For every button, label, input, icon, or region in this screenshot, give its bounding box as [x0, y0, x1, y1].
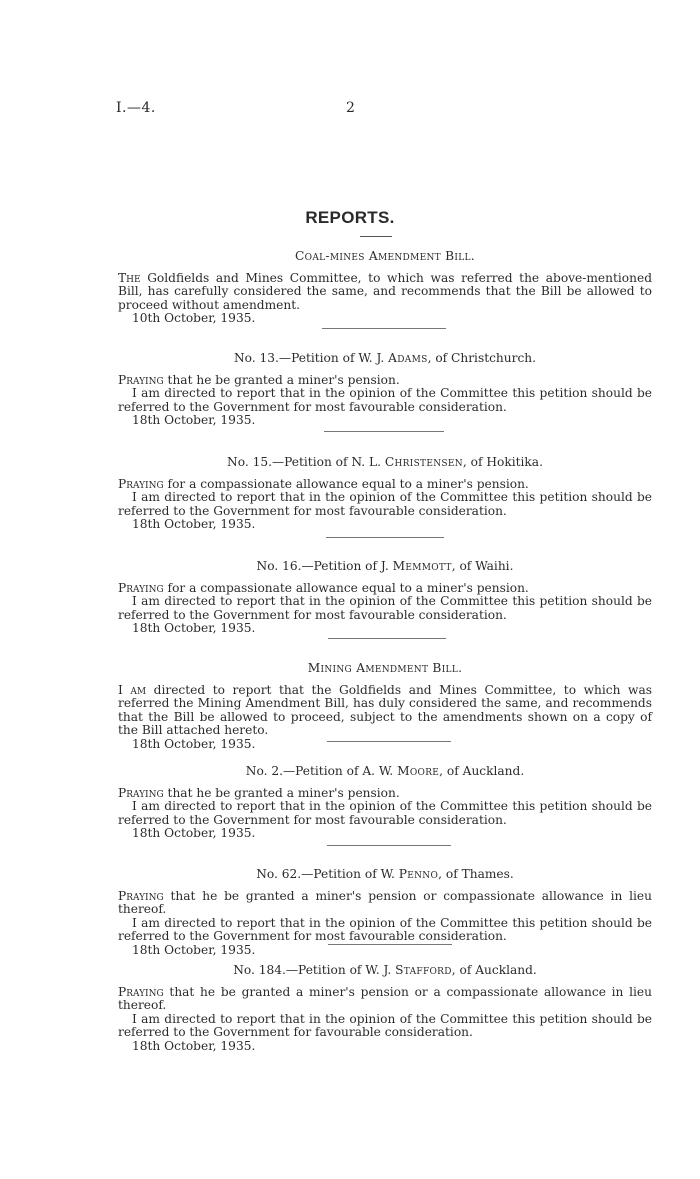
petition-heading: No. 184.—Petition of W. J. Stafford, of Auckland. [233, 963, 537, 977]
report-date: 18th October, 1935. [132, 942, 256, 957]
prayer-line: Praying that he be granted a miner's pension. [118, 372, 400, 387]
report-paragraph: I am directed to report that in the opinion of the Committee this petition should be referred to the Government for most favourable consideration. [118, 594, 652, 622]
petitioner-name: Memmott [392, 559, 452, 573]
section-divider [327, 741, 451, 742]
petition-15 [118, 456, 652, 532]
prayer-line: Praying for a compassionate allowance equal to a miner's pension. [118, 580, 529, 595]
report-paragraph: I am directed to report that in the opinion of the Committee this petition should be referred to the Government for most favourable consideration. [118, 490, 652, 518]
petition-2 [118, 765, 652, 841]
lead-word: Praying [118, 984, 164, 999]
page-reference: I.—4. [116, 100, 156, 116]
report-paragraph [118, 684, 652, 738]
petitioner-name: Adams [388, 351, 428, 365]
report-date: 18th October, 1935. [132, 1038, 256, 1053]
report-body: Goldfields and Mines Committee, to which was referred the above-mentioned Bill, has carefully considered the same, and recommends that the Bill be allowed to proceed without amendment. [118, 270, 652, 312]
report-coal-mines-bill [118, 250, 652, 326]
report-date: 18th October, 1935. [132, 621, 256, 636]
section-divider [328, 638, 446, 639]
prayer-line: Praying for a compassionate allowance equal to a miner's pension. [118, 476, 529, 491]
lead-word: Praying [118, 785, 164, 800]
report-date: 18th October, 1935. [132, 517, 256, 532]
report-date: 10th October, 1935. [132, 311, 256, 326]
report-paragraph: I am directed to report that in the opinion of the Committee this petition should be referred to the Government for favourable consideration. [118, 1011, 652, 1040]
page-title: REPORTS. [305, 208, 395, 227]
report-paragraph: I am directed to report that in the opinion of the Committee this petition should be referred to the Government for most favourable consideration. [118, 799, 652, 827]
section-heading: Mining Amendment Bill. [307, 661, 463, 675]
page-number: 2 [346, 100, 355, 116]
report-mining-bill [118, 662, 652, 752]
petition-heading: No. 13.—Petition of W. J. Adams, of Christchurch. [233, 351, 536, 365]
petition-184 [118, 964, 652, 1054]
petitioner-name: Christensen [384, 455, 463, 469]
section-divider [328, 944, 452, 945]
report-date: 18th October, 1935. [132, 736, 256, 751]
lead-word: Praying [118, 888, 164, 903]
petitioner-name: Stafford [395, 963, 452, 977]
lead-word: Praying [118, 372, 164, 387]
report-paragraph: I am directed to report that in the opinion of the Committee this petition should be referred to the Government for most favourable consideration. [118, 915, 652, 944]
prayer-line: Praying that he be granted a miner's pension or compassionate allowance in lieu thereof. [118, 888, 652, 917]
section-divider [322, 328, 446, 329]
lead-word: I am [118, 682, 147, 697]
report-date: 18th October, 1935. [132, 413, 256, 428]
petition-heading: No. 15.—Petition of N. L. Christensen, of Hokitika. [227, 455, 543, 469]
report-body: directed to report that the Goldfields and Mines Committee, to which was referred the Mining Amendment Bill, has duly considered the same, and recommends that the Bill be allowed to proceed, subject to the amendments shown on a copy of the Bill attached hereto. [118, 682, 652, 738]
petitioner-name: Moore [397, 764, 440, 778]
prayer-line: Praying that he be granted a miner's pension. [118, 785, 400, 800]
petition-heading: No. 2.—Petition of A. W. Moore, of Auckland. [245, 764, 525, 778]
petition-13 [118, 352, 652, 428]
title-divider [360, 236, 392, 237]
petitioner-name: Penno [398, 867, 439, 881]
lead-word: Praying [118, 476, 164, 491]
report-paragraph: I am directed to report that in the opinion of the Committee this petition should be referred to the Government for most favourable consideration. [118, 386, 652, 414]
report-date: 18th October, 1935. [132, 826, 256, 841]
lead-word: The [118, 270, 141, 285]
report-paragraph [118, 272, 652, 313]
petition-16 [118, 560, 652, 636]
petition-heading: No. 62.—Petition of W. Penno, of Thames. [256, 867, 514, 881]
petition-heading: No. 16.—Petition of J. Memmott, of Waihi. [256, 559, 514, 573]
prayer-line: Praying that he be granted a miner's pension or a compassionate allowance in lieu thereof. [118, 984, 652, 1013]
section-heading: Coal-mines Amendment Bill. [295, 249, 475, 263]
section-divider [327, 845, 451, 846]
lead-word: Praying [118, 580, 164, 595]
section-divider [326, 537, 444, 538]
section-divider [324, 431, 444, 432]
